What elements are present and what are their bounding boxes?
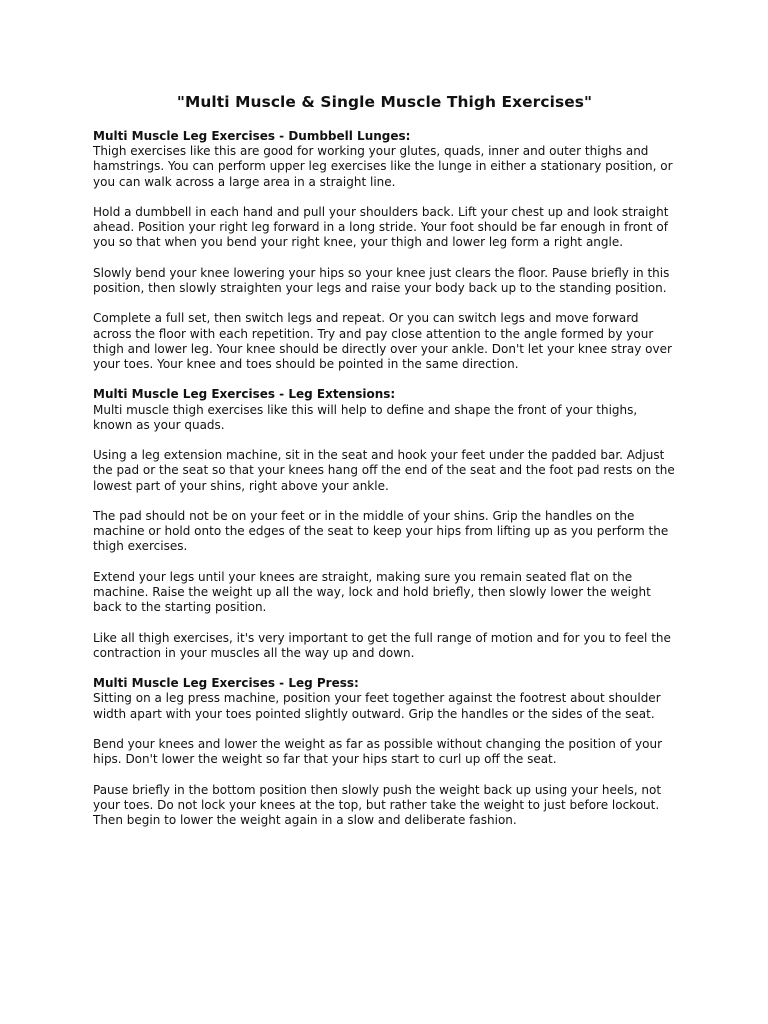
paragraph: Bend your knees and lower the weight as far as possible without changing the position of your hips. Don't lower the weight so far that your hips start to curl up off the seat.: [93, 736, 663, 767]
paragraph: Hold a dumbbell in each hand and pull your shoulders back. Lift your chest up and look straight ahead. Position your right leg forward in a long stride. Your foot should be far enough in front of you so that when you bend your right knee, your thigh and lower leg form a right angle.: [93, 205, 669, 250]
paragraph: Multi muscle thigh exercises like this will help to define and shape the front of your thighs, known as your quads.: [93, 402, 638, 432]
paragraph: The pad should not be on your feet or in the middle of your shins. Grip the handles on the machine or hold onto the edges of the seat to keep your hips from lifting up as you perform the thigh exercises.: [93, 508, 669, 554]
section-leg-extensions: [93, 387, 676, 661]
document-page: [93, 92, 676, 843]
paragraph: Like all thigh exercises, it's very important to get the full range of motion and for you to feel the contraction in your muscles all the way up and down.: [93, 630, 671, 660]
paragraph: Complete a full set, then switch legs and repeat. Or you can switch legs and move forward across the floor with each repetition. Try and pay close attention to the angle formed by your thigh and lower leg. Your knee should be directly over your ankle. Don't let your knee stray over your toes. Your knee and toes should be pointed in the same direction.: [93, 311, 672, 371]
paragraph: Extend your legs until your knees are straight, making sure you remain seated flat on the machine. Raise the weight up all the way, lock and hold briefly, then slowly lower the weight back to the starting position.: [93, 569, 651, 615]
section-first-paragraph-block: [93, 387, 676, 433]
paragraph: Slowly bend your knee lowering your hips so your knee just clears the floor. Pause briefly in this position, then slowly straighten your legs and raise your body back up to the standing position.: [93, 265, 670, 295]
section-first-paragraph-block: [93, 129, 676, 190]
section-first-paragraph-block: [93, 676, 676, 722]
paragraph: Pause briefly in the bottom position then slowly push the weight back up using your heels, not your toes. Do not lock your knees at the top, but rather take the weight to just before lockout. Then begin to lower the weight again in a slow and deliberate fashion.: [93, 782, 662, 827]
paragraph: Sitting on a leg press machine, position your feet together against the footrest about shoulder width apart with your toes pointed slightly outward. Grip the handles or the sides of the seat.: [93, 691, 661, 721]
section-leg-press: [93, 676, 676, 828]
paragraph: Thigh exercises like this are good for working your glutes, quads, inner and outer thighs and hamstrings. You can perform upper leg exercises like the lunge in either a stationary position, or you can walk across a large area in a straight line.: [93, 144, 673, 189]
section-dumbbell-lunges: [93, 129, 676, 372]
paragraph: Using a leg extension machine, sit in the seat and hook your feet under the padded bar. Adjust the pad or the seat so that your knees hang off the end of the seat and the foot pad rests on the lowest part of your shins, right above your ankle.: [93, 448, 675, 493]
section-heading: Multi Muscle Leg Exercises - Leg Press:: [93, 676, 359, 691]
section-heading: Multi Muscle Leg Exercises - Dumbbell Lunges:: [93, 129, 411, 143]
document-title: "Multi Muscle & Single Muscle Thigh Exercises": [176, 93, 593, 111]
section-heading: Multi Muscle Leg Exercises - Leg Extensions:: [93, 387, 396, 402]
